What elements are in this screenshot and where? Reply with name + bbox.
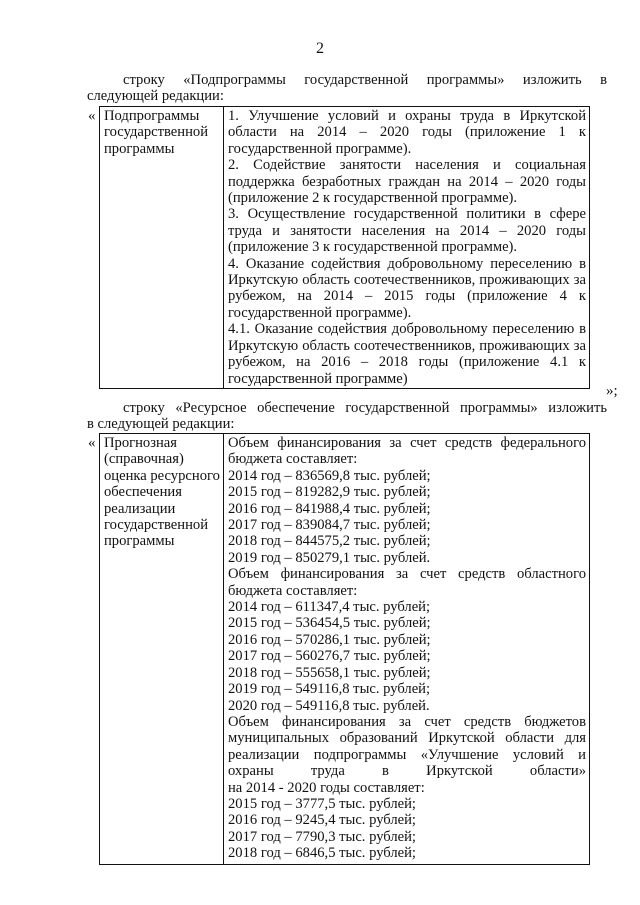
subprogram-item-4-1: 4.1. Оказание содействия добровольному переселению в Иркутскую область соотечественников, проживающих за рубежом, на 2016 – 2018 годы (приложение 4.1 к государственной программе) bbox=[228, 321, 586, 387]
federal-year-2017: 2017 год – 839084,7 тыс. рублей; bbox=[228, 517, 431, 534]
subprograms-label-cell bbox=[100, 107, 224, 389]
subprogram-item-4: 4. Оказание содействия добровольному переселению в Иркутскую область соотечественников, проживающих за рубежом, на 2014 – 2015 годы (приложение 4 к государственной программе). bbox=[228, 255, 586, 321]
subprograms-label: Подпрограммы государственной программы bbox=[104, 108, 209, 157]
resources-row bbox=[100, 434, 590, 865]
intro-paragraph-1 bbox=[87, 72, 607, 104]
intro-2-text: строку «Ресурсное обеспечение государственной программы» изложить bbox=[123, 400, 607, 416]
intro-2-last: в следующей редакции: bbox=[87, 416, 235, 432]
federal-heading: Объем финансирования за счет средств федерального бюджета составляет: bbox=[228, 435, 586, 468]
resources-label: Прогнозная (справочная) оценка ресурсного обеспечения реализации государственной программы bbox=[104, 435, 220, 550]
regional-year-2018: 2018 год – 555658,1 тыс. рублей; bbox=[228, 664, 431, 681]
municipal-year-2018: 2018 год – 6846,5 тыс. рублей; bbox=[228, 845, 416, 862]
municipal-heading: Объем финансирования за счет средств бюджетов муниципальных образований Иркутской области для реализации подпрограммы «Улучшение условий и охраны труда в Иркутской области» bbox=[228, 713, 586, 780]
federal-year-2018: 2018 год – 844575,2 тыс. рублей; bbox=[228, 533, 431, 550]
subprograms-table bbox=[99, 106, 590, 389]
resources-content-cell bbox=[224, 434, 590, 865]
open-quote-2: « bbox=[88, 435, 96, 451]
page-number: 2 bbox=[316, 40, 324, 57]
regional-year-2015: 2015 год – 536454,5 тыс. рублей; bbox=[228, 615, 431, 632]
close-quote-1: »; bbox=[606, 383, 618, 399]
intro-1-last: следующей редакции: bbox=[87, 88, 224, 104]
resources-label-cell bbox=[100, 434, 224, 865]
municipal-year-2016: 2016 год – 9245,4 тыс. рублей; bbox=[228, 812, 416, 829]
federal-year-2016: 2016 год – 841988,4 тыс. рублей; bbox=[228, 500, 431, 517]
subprogram-item-2: 2. Содействие занятости населения и социальная поддержка безработных граждан на 2014 – 2020 годы (приложение 2 к государственной программе). bbox=[228, 157, 586, 207]
regional-year-2014: 2014 год – 611347,4 тыс. рублей; bbox=[228, 599, 431, 616]
regional-year-2017: 2017 год – 560276,7 тыс. рублей; bbox=[228, 648, 431, 665]
regional-year-2019: 2019 год – 549116,8 тыс. рублей; bbox=[228, 681, 431, 698]
municipal-year-2015: 2015 год – 3777,5 тыс. рублей; bbox=[228, 795, 416, 812]
municipal-heading-last: на 2014 - 2020 годы составляет: bbox=[228, 779, 425, 796]
federal-year-2014: 2014 год – 836569,8 тыс. рублей; bbox=[228, 467, 431, 484]
municipal-year-2017: 2017 год – 7790,3 тыс. рублей; bbox=[228, 828, 416, 845]
subprogram-item-3: 3. Осуществление государственной политики в сфере труда и занятости населения на 2014 – 2020 годы (приложение 3 к государственной программе). bbox=[228, 206, 586, 256]
regional-year-2016: 2016 год – 570286,1 тыс. рублей; bbox=[228, 631, 431, 648]
regional-heading: Объем финансирования за счет средств областного бюджета составляет: bbox=[228, 566, 586, 599]
intro-1-text: строку «Подпрограммы государственной программы» изложить в bbox=[123, 72, 607, 88]
federal-year-2015: 2015 год – 819282,9 тыс. рублей; bbox=[228, 484, 431, 501]
resources-table bbox=[99, 433, 590, 865]
federal-year-2019: 2019 год – 850279,1 тыс. рублей. bbox=[228, 549, 431, 566]
subprograms-content-cell bbox=[224, 107, 590, 389]
open-quote-1: « bbox=[88, 108, 96, 124]
subprogram-item-1: 1. Улучшение условий и охраны труда в Иркутской области на 2014 – 2020 годы (приложение 1 к государственной программе). bbox=[228, 108, 586, 157]
intro-paragraph-2 bbox=[87, 400, 607, 432]
subprograms-row bbox=[100, 107, 590, 389]
regional-year-2020: 2020 год – 549116,8 тыс. рублей. bbox=[228, 697, 430, 714]
